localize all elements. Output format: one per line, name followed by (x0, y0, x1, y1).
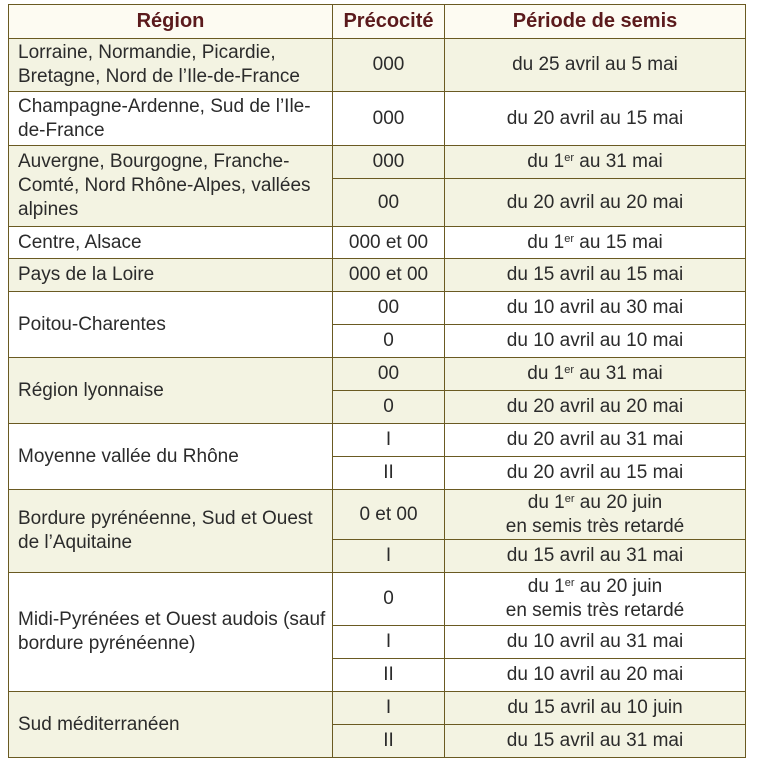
table-row (9, 39, 746, 92)
precocite-cell: II (333, 725, 445, 758)
precocite-cell: 000 (333, 92, 445, 146)
precocite-cell: 0 et 00 (333, 490, 445, 540)
superscript: er (564, 232, 575, 245)
precocite-cell: 0 (333, 391, 445, 424)
precocite-cell: 00 (333, 292, 445, 325)
periode-cell: du 15 avril au 15 mai (445, 259, 746, 292)
table-row (9, 424, 746, 457)
periode-cell (445, 358, 746, 391)
periode-cell: du 20 avril au 15 mai (445, 457, 746, 490)
periode-line: en semis très retardé (505, 515, 685, 537)
periode-cell: du 20 avril au 31 mai (445, 424, 746, 457)
periode-text: du 1 (527, 491, 565, 513)
region-cell: Pays de la Loire (9, 259, 333, 292)
precocite-cell: 000 et 00 (333, 227, 445, 259)
periode-cell: du 25 avril au 5 mai (445, 39, 746, 92)
periode-line (445, 491, 745, 515)
precocite-cell: 000 (333, 146, 445, 179)
superscript: er (564, 577, 575, 589)
precocite-cell: II (333, 457, 445, 490)
region-cell: Auvergne, Bourgogne, Franche-Comté, Nord Rhône-Alpes, vallées alpines (9, 146, 333, 227)
periode-text: du 1 (527, 151, 565, 172)
precocite-cell: 000 et 00 (333, 259, 445, 292)
header-row (9, 5, 746, 39)
periode-cell: du 10 avril au 31 mai (445, 626, 746, 659)
region-cell: Sud méditerranéen (9, 692, 333, 758)
region-cell: Midi-Pyrénées et Ouest audois (sauf bordure pyrénéenne) (9, 573, 333, 692)
periode-text: au 20 juin (574, 576, 663, 597)
precocite-cell: 00 (333, 179, 445, 227)
periode-text: au 20 juin (574, 491, 663, 513)
periode-line: en semis très retardé (505, 600, 685, 621)
header-region: Région (9, 5, 333, 39)
table-row (9, 259, 746, 292)
periode-cell: du 15 avril au 31 mai (445, 540, 746, 573)
periode-cell (445, 146, 746, 179)
periode-cell: du 15 avril au 31 mai (445, 725, 746, 758)
region-cell: Région lyonnaise (9, 358, 333, 424)
superscript: er (564, 492, 575, 505)
region-cell: Poitou-Charentes (9, 292, 333, 358)
precocite-cell: I (333, 424, 445, 457)
region-cell: Bordure pyrénéenne, Sud et Ouest de l’Aquitaine (9, 490, 333, 573)
header-precocite: Précocité (333, 5, 445, 39)
header-periode: Période de semis (445, 5, 746, 39)
periode-text: au 31 mai (574, 363, 663, 384)
table-row (9, 490, 746, 540)
precocite-cell: II (333, 659, 445, 692)
sowing-period-table (8, 4, 746, 758)
periode-line (445, 575, 745, 599)
periode-cell (445, 227, 746, 259)
region-cell: Centre, Alsace (9, 227, 333, 259)
sowing-table-wrapper (8, 4, 745, 758)
precocite-cell: I (333, 540, 445, 573)
region-cell: Champagne-Ardenne, Sud de l’Ile-de-France (9, 92, 333, 146)
table-row (9, 692, 746, 725)
periode-cell (445, 490, 746, 540)
periode-text: du 1 (527, 363, 565, 384)
table-row (9, 92, 746, 146)
precocite-cell: 000 (333, 39, 445, 92)
periode-cell (445, 573, 746, 626)
periode-text: au 31 mai (574, 151, 663, 172)
periode-cell: du 20 avril au 15 mai (445, 92, 746, 146)
superscript: er (564, 152, 575, 164)
table-row (9, 292, 746, 325)
periode-cell: du 20 avril au 20 mai (445, 391, 746, 424)
precocite-cell: 0 (333, 325, 445, 358)
periode-cell: du 10 avril au 20 mai (445, 659, 746, 692)
precocite-cell: I (333, 692, 445, 725)
region-cell: Lorraine, Normandie, Picardie, Bretagne, Nord de l’Ile-de-France (9, 39, 333, 92)
precocite-cell: I (333, 626, 445, 659)
periode-cell: du 10 avril au 30 mai (445, 292, 746, 325)
periode-text: du 1 (527, 576, 565, 597)
periode-cell: du 15 avril au 10 juin (445, 692, 746, 725)
precocite-cell: 0 (333, 573, 445, 626)
periode-cell: du 20 avril au 20 mai (445, 179, 746, 227)
superscript: er (564, 364, 575, 376)
periode-text: du 1 (527, 231, 565, 253)
region-cell: Moyenne vallée du Rhône (9, 424, 333, 490)
periode-text: au 15 mai (574, 231, 663, 253)
table-row (9, 573, 746, 626)
table-row (9, 358, 746, 391)
table-row (9, 146, 746, 179)
periode-cell: du 10 avril au 10 mai (445, 325, 746, 358)
table-row (9, 227, 746, 259)
precocite-cell: 00 (333, 358, 445, 391)
